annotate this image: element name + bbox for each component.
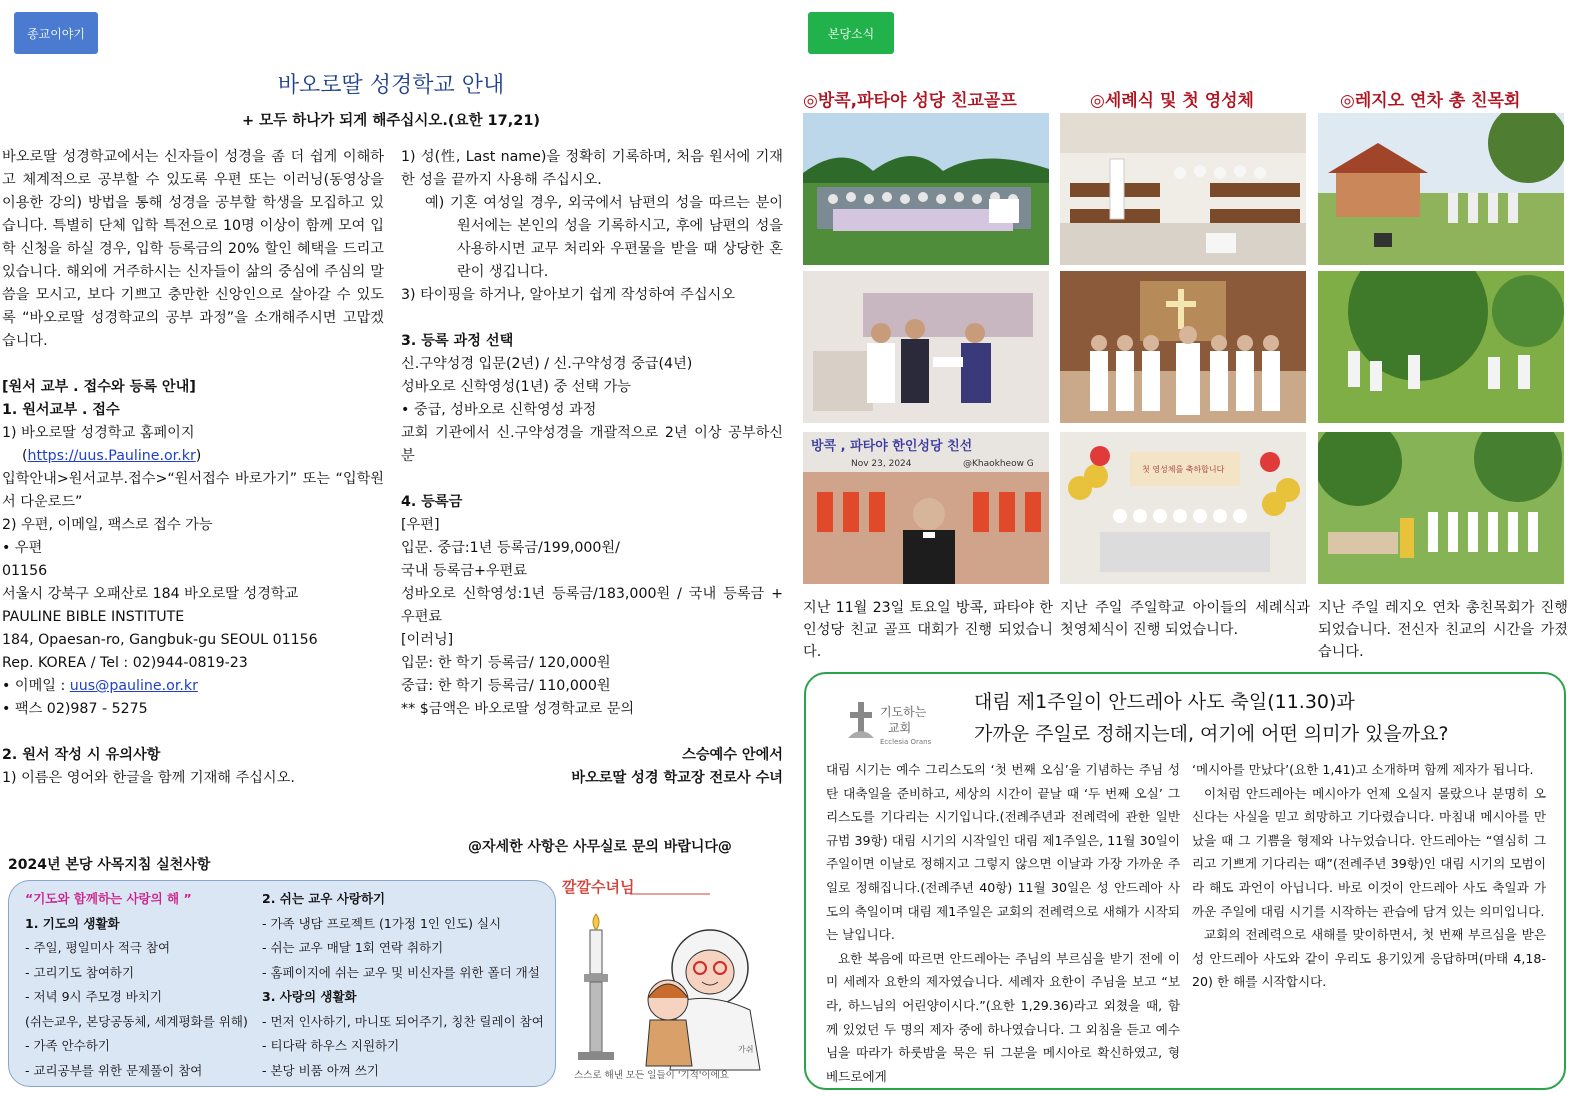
church-p3: ‘메시아를 만났다’(요한 1,41)고 소개하며 함께 제자가 됩니다. bbox=[1192, 762, 1534, 777]
s1-zip: 01156 bbox=[2, 563, 48, 579]
c2-line1: 1) 성(性, Last name)을 정확히 기록하며, 처음 원서에 기재한 성을 끝까지 사용해 주십시오. bbox=[401, 149, 783, 188]
s3-line2: 성바오로 신학영성(1년) 중 선택 가능 bbox=[401, 379, 632, 395]
pastoral-c2-item: - 쉬는 교우 매달 1회 연락 취하기 bbox=[262, 940, 444, 955]
banner-place: @Khaokheow G bbox=[963, 459, 1034, 469]
banner-line1: 방콕 , 파타야 한인성당 친선 bbox=[811, 439, 973, 454]
page-subtitle: + 모두 하나가 되게 해주십시오.(요한 17,21) bbox=[241, 113, 541, 129]
signature-line1: 스승예수 안에서 bbox=[682, 747, 783, 763]
s4-elearn: [이러닝] bbox=[401, 632, 454, 648]
news-caption-legio: 지난 주일 레지오 연차 총친목회가 진행되었습니다. 전신자 친교의 시간을 가졌습니다. bbox=[1318, 600, 1568, 660]
news-title-golf: ◎방콕,파타야 성당 친교골프 bbox=[803, 91, 1017, 111]
s1-addr-en2: 184, Opaesan-ro, Gangbuk-gu SEOUL 01156 bbox=[2, 632, 318, 648]
photo-legio-pavilion[interactable] bbox=[1318, 113, 1564, 265]
pastoral-c1-item: - 고리기도 참여하기 bbox=[25, 964, 135, 980]
news-title-baptism: ◎세례식 및 첫 영성체 bbox=[1090, 91, 1254, 111]
s3-line3: • 중급, 성바오로 신학영성 과정 bbox=[401, 402, 597, 418]
photo-baptism-group[interactable] bbox=[1060, 271, 1306, 423]
ecclesia-orans-logo bbox=[846, 698, 938, 748]
s4-l4: 입문: 한 학기 등록금/ 120,000원 bbox=[401, 655, 611, 671]
news-caption-golf: 지난 11월 23일 토요일 방콕, 파타야 한인성당 친교 골프 대회가 진행 되었습니다. bbox=[803, 600, 1053, 660]
section-header: [원서 교부 . 접수와 등록 안내] bbox=[2, 379, 196, 395]
s1-addr-en3: Rep. KOREA / Tel : 02)944-0819-23 bbox=[2, 655, 248, 671]
nun-cartoon-illustration bbox=[560, 870, 780, 1090]
church-title-line1: 대림 제1주일이 안드레아 사도 축일(11.30)과 bbox=[974, 691, 1355, 713]
section-tag-parish-news: 본당소식 bbox=[808, 12, 894, 54]
logo-kr2: 교회 bbox=[888, 721, 912, 735]
s4-post: [우편] bbox=[401, 517, 440, 533]
homepage-link[interactable]: https://uus.Pauline.or.kr bbox=[27, 448, 196, 464]
photo-golf-group[interactable] bbox=[803, 113, 1049, 265]
church-article-title bbox=[974, 686, 1449, 750]
section-tag-religion: 종교이야기 bbox=[14, 12, 98, 54]
photo-golf-banner[interactable] bbox=[803, 432, 1049, 584]
news-caption-baptism: 지난 주일 주일학교 아이들의 세례식과 첫영체식이 진행 되었습니다. bbox=[1060, 600, 1310, 638]
photo-baptism-mass[interactable] bbox=[1060, 113, 1306, 265]
left-column-2 bbox=[401, 146, 783, 790]
pastoral-c2-item: - 홈페이지에 쉬는 교우 및 비신자를 위한 폴더 개설 bbox=[262, 964, 540, 980]
s4-l6: ** $금액은 바오로딸 성경학교로 문의 bbox=[401, 701, 635, 717]
email-label: • 이메일 : bbox=[2, 678, 70, 694]
pastoral-c3-item: - 본당 비품 아껴 쓰기 bbox=[262, 1062, 380, 1078]
intro-paragraph: 바오로딸 성경학교에서는 신자들이 성경을 좀 더 쉽게 이해하고 체계적으로 공부할 수 있도록 우편 또는 이러닝(동영상을 이용한 강의) 방법을 통해 성경을 공부할 학생을 모집하고 있습니다. 특별히 단체 입학 특전으로 10명 이상이 함께 모여 입학 신청을 하실 경우, 입학 등록금의 20% 할인 혜택을 드리고 있습니다. 해외에 거주하시는 신자들이 삶의 중심에 주심의 말씀을 모시고, 보다 기쁘고 충만한 신앙인으로 살아갈 수 있도록 “바오로딸 성경학교의 공부 과정”을 소개해주시면 고맙겠습니다. bbox=[2, 149, 384, 349]
signature-line2: 바오로딸 성경 학교장 전로사 수녀 bbox=[571, 770, 783, 786]
s1-line1: 1) 바오로딸 성경학교 홈페이지 bbox=[2, 425, 195, 441]
s3-line4: 교회 기관에서 신.구약성경을 개괄적으로 2년 이상 공부하신 분 bbox=[401, 425, 783, 464]
pastoral-c1-item: - 가족 안수하기 bbox=[25, 1038, 110, 1053]
s4-l5: 중급: 한 학기 등록금/ 110,000원 bbox=[401, 678, 611, 694]
pastoral-c3-item: - 먼저 인사하기, 마니또 되어주기, 칭찬 릴레이 참여 bbox=[262, 1013, 544, 1029]
church-title-line2: 가까운 주일로 정해지는데, 여기에 어떤 의미가 있을까요? bbox=[974, 723, 1449, 745]
email-link[interactable]: uus@pauline.or.kr bbox=[69, 678, 198, 694]
left-column-1: 바오로딸 성경학교에서는 신자들이 성경을 좀 더 쉽게 이해하고 체계적으로 공부할 수 있도록 우편 또는 이러닝(동영상을 이용한 강의) 방법을 통해 성경을 공부할 학생을 모집하고 있습니다. 특별히 단체 입학 특전으로 10명 이상이 함께 모여 입학 신청을 하실 경우, 입학 등록금의 20% 할인 혜택을 드리고 있습니다. 해외에 거주하시는 신자들이 삶의 중심에 주심의 말씀을 모시고, 보다 기쁘고 충만한 신앙인으로 살아갈 수 있도록 “바오로딸 성경학교의 공부 과정”을 소개해주시면 고맙겠습니다. [원서 교부 . 접수와 등록 안내] 1. 원서교부 . 접수 1) 바오로딸 성경학교 홈페이지 (https://uus.Pauline.or.kr) 입학안내>원서교부.접수>“원서접수 바로가기” 또는 “입학원서 다운로드” 2) 우편, 이메일, 팩스로 접수 가능 • 우편 01156 서울시 강북구 오패산로 184 바오로딸 성경학교 PAULINE BIBLE INSTITUTE 184, Opaesan-ro, Gangbuk-gu SEOUL 01156 Rep. KOREA / Tel : 02)944-0819-23 • 이메일 : uus@pauline.or.kr • 팩스 02)987 - 5275 2. 원서 작성 시 유의사항 1) 이름은 영어와 한글을 함께 기재해 주십시오. bbox=[2, 146, 384, 790]
photo-golf-award[interactable] bbox=[803, 271, 1049, 423]
section-3-title: 3. 등록 과정 선택 bbox=[401, 333, 514, 349]
church-article-col2 bbox=[1192, 758, 1546, 994]
pastoral-motto: “기도와 함께하는 사랑의 해 ” bbox=[25, 891, 192, 906]
c2-line3: 3) 타이핑을 하거나, 알아보기 쉽게 작성하여 주십시오 bbox=[401, 287, 735, 303]
candle-icon bbox=[590, 930, 602, 974]
logo-en: Ecclesia Orans bbox=[880, 738, 932, 746]
pastoral-c1-item: (쉬는교우, 본당공동체, 세계평화를 위해) bbox=[25, 1013, 248, 1029]
photo-legio-lawn[interactable] bbox=[1318, 271, 1564, 423]
pastoral-c1-item: - 저녁 9시 주모경 바치기 bbox=[25, 989, 163, 1004]
party-banner: 첫 영성체를 축하합니다 bbox=[1142, 465, 1225, 474]
pastoral-c3-item: - 티다락 하우스 지원하기 bbox=[262, 1038, 400, 1053]
section-4-title: 4. 등록금 bbox=[401, 494, 463, 510]
c2-example: 예) 기혼 여성일 경우, 외국에서 남편의 성을 따르는 분이 원서에는 본인의 성을 기록하시고, 후에 남편의 성을 사용하시면 교무 처리와 우편물을 받을 때 상당한 혼란이 생깁니다. bbox=[425, 195, 783, 280]
s4-l1: 입문. 중급:1년 등록금/199,000원/ bbox=[401, 540, 620, 556]
s1-addr-en1: PAULINE BIBLE INSTITUTE bbox=[2, 609, 185, 625]
photo-baptism-party[interactable] bbox=[1060, 432, 1306, 584]
pastoral-c2-heading: 2. 쉬는 교우 사랑하기 bbox=[262, 891, 386, 906]
pastoral-guidelines-box bbox=[8, 880, 556, 1087]
logo-kr1: 기도하는 bbox=[880, 705, 927, 719]
section-2-title: 2. 원서 작성 시 유의사항 bbox=[2, 747, 161, 763]
banner-date: Nov 23, 2024 bbox=[851, 459, 912, 469]
s2-line1: 1) 이름은 영어와 한글을 함께 기재해 주십시오. bbox=[2, 770, 295, 786]
pastoral-title: 2024년 본당 사목지침 실천사항 bbox=[8, 857, 211, 873]
section-1-title: 1. 원서교부 . 접수 bbox=[2, 402, 120, 418]
praying-church-box bbox=[804, 672, 1566, 1090]
church-p2: 요한 복음에 따르면 안드레아는 주님의 부르심을 받기 전에 이미 세례자 요한의 제자였습니다. 세례자 요한이 주님을 보고 “보라, 하느님의 어린양이시다.”(요한 1,29.36)라고 외쳤을 때, 함께 있었던 두 명의 제자 중에 하나였습니다. 그 외침을 듣고 예수님을 따라가 하룻밤을 묵은 뒤 그분을 메시아로 확신하였고, 형 베드로에게 bbox=[826, 950, 1180, 1084]
photo-legio-picnic[interactable] bbox=[1318, 432, 1564, 584]
pastoral-c3-heading: 3. 사랑의 생활화 bbox=[262, 989, 357, 1004]
church-p4: 이처럼 안드레아는 메시아가 언제 오실지 몰랐으나 분명히 오신다는 사실을 믿고 희망하고 기다렸습니다. 마침내 메시아를 만났을 때 그 기쁨을 형제와 나누었습니다. 안드레아는 “열심히 그리고 기쁘게 기다리는 때”(전례주년 39항)인 대림 시기의 모범이라 해도 과언이 아닙니다. 바로 이것이 안드레아 사도 축일과 가까운 주일에 대림 시기를 시작하는 관습에 담겨 있는 의미입니다. bbox=[1192, 785, 1546, 919]
cartoon-sign: 가쉬 bbox=[738, 1045, 754, 1054]
s4-l3: 성바오로 신학영성:1년 등록금/183,000원 / 국내 등록금 + 우편료 bbox=[401, 586, 783, 625]
s4-l2: 국내 등록금+우편료 bbox=[401, 563, 528, 579]
pastoral-c2-item: - 가족 냉담 프로젝트 (1가정 1인 인도) 실시 bbox=[262, 915, 502, 931]
s1-line2: 입학안내>원서교부.접수>“원서접수 바로가기” 또는 “입학원서 다운로드” bbox=[2, 471, 384, 510]
page-title: 바오로딸 성경학교 안내 bbox=[277, 73, 505, 98]
cartoon-caption: 스스로 해낸 모든 일들이 '기적'이에요 bbox=[574, 1070, 729, 1081]
pastoral-c1-heading: 1. 기도의 생활화 bbox=[25, 915, 120, 931]
news-title-legio: ◎레지오 연차 총 친목회 bbox=[1340, 91, 1521, 111]
s1-addr-kr: 서울시 강북구 오패산로 184 바오로딸 성경학교 bbox=[2, 586, 299, 602]
s1-fax: • 팩스 02)987 - 5275 bbox=[2, 701, 148, 717]
church-article-col1 bbox=[826, 758, 1180, 1088]
nun-cartoon bbox=[560, 870, 780, 1090]
s1-mail: • 우편 bbox=[2, 540, 43, 556]
s1-line3: 2) 우편, 이메일, 팩스로 접수 가능 bbox=[2, 517, 213, 533]
pastoral-c1-item: - 주일, 평일미사 적극 참여 bbox=[25, 940, 171, 955]
church-p1: 대림 시기는 예수 그리스도의 ‘첫 번째 오심’을 기념하는 주님 성탄 대축일을 준비하고, 세상의 시간이 끝날 때 ‘두 번째 오실’ 그리스도를 기다리는 시기입니다.(전례주년과 전례력에 관한 일반규범 39항) 대림 시기의 시작일인 대림 제1주일은, 11월 30일이 주일이면 이날로 정해지고 그렇지 않으면 이날과 가장 가까운 주일로 정해집니다.(전례주년 40항) 11월 30일은 성 안드레아 사도의 축일이며 대림 제1주일은 교회의 전례력으로 새해가 시작되는 날입니다. bbox=[826, 762, 1180, 943]
s3-line1: 신.구약성경 입문(2년) / 신.구약성경 중급(4년) bbox=[401, 356, 693, 372]
inquiry-notice: @자세한 사항은 사무실로 문의 바랍니다@ bbox=[468, 839, 732, 855]
pastoral-c1-item: - 교리공부를 위한 문제풀이 참여 bbox=[25, 1062, 203, 1078]
church-p5: 교회의 전례력으로 새해를 맞이하면서, 첫 번째 부르심을 받은 성 안드레아 사도와 같이 우리도 용기있게 응답하며(마태 4,18-20) 한 해를 시작합시다. bbox=[1192, 927, 1546, 990]
cartoon-brand: 깔깔수녀님 bbox=[562, 878, 635, 896]
